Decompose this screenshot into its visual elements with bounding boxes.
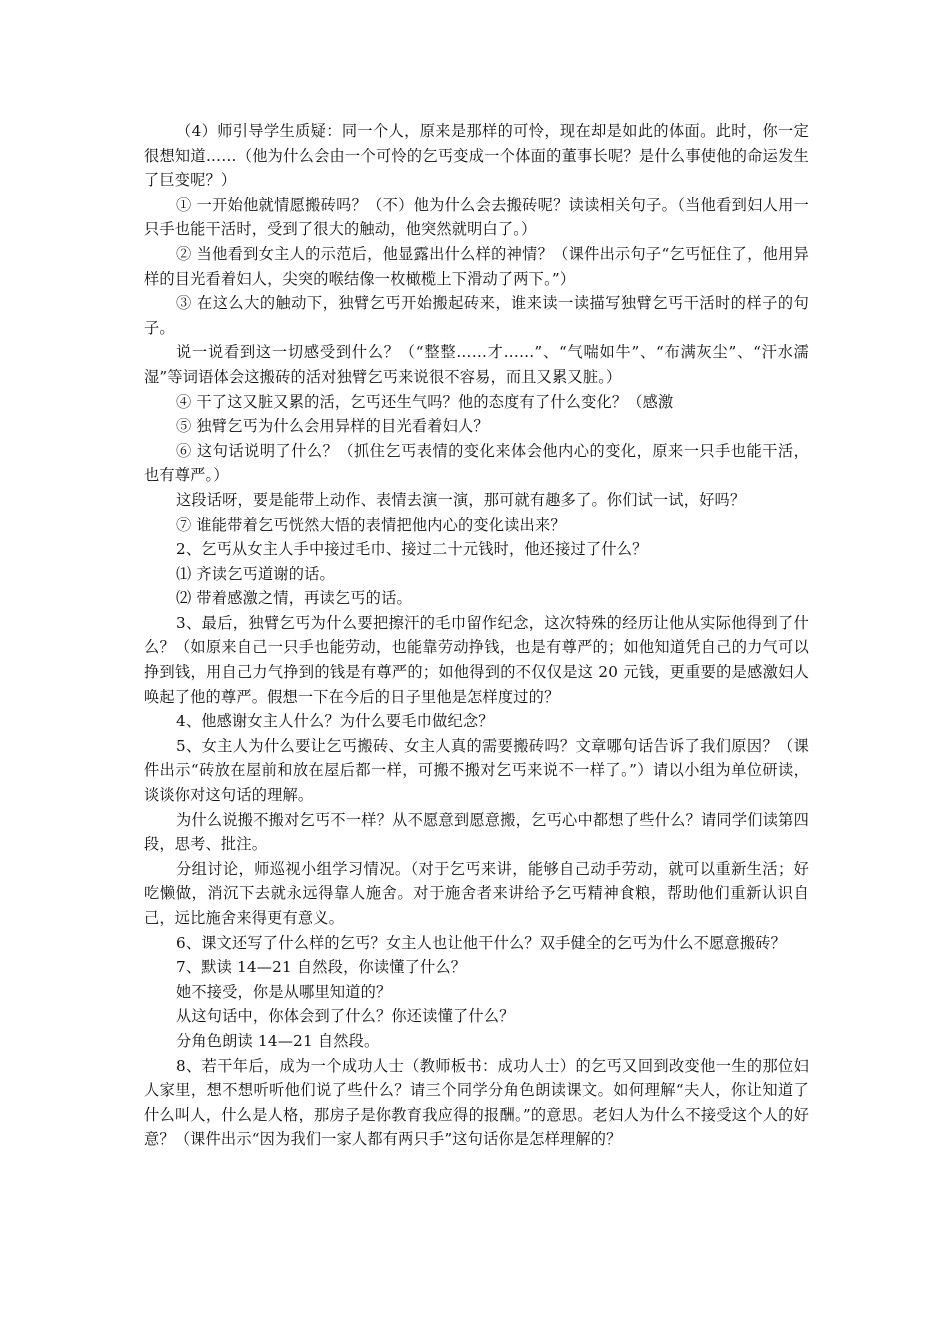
paragraph-item-5: ⑤ 独臂乞丐为什么会用异样的目光看着妇人？ [176,417,489,436]
paragraph-item-6: ⑥ 这句话说明了什么？（抓住乞丐表情的变化来体会他内心的变化，原来一只手也能干活，也有尊严。） [144,441,809,485]
paragraph-why: 为什么说搬不搬对乞丐不一样？从不愿意到愿意搬，乞丐心中都想了些什么？请同学们读第四段，思考、批注。 [144,810,809,854]
paragraph-item-4: ④ 干了这又脏又累的活，乞丐还生气吗？他的态度有了什么变化？（感激 [176,392,674,411]
paragraph-understand: 从这句话中，你体会到了什么？你还读懂了什么？ [176,1007,515,1026]
paragraph-section-7: 7、默读 14—21 自然段，你读懂了什么？ [176,958,467,977]
paragraph-section-8: 8、若干年后，成为一个成功人士（教师板书：成功人士）的乞丐又回到改变他一生的那位妇人家里，想不想听听他们说了些什么？请三个同学分角色朗读课文。如何理解“夫人，你让知道了什么叫人，什么是人格，那房子是你教育我应得的报酬。”的意思。老妇人为什么不接受这个人的好意？（课件出示“因为我们一家人都有两只手”这句话你是怎样理解的？ [144,1056,809,1149]
paragraph-acting: 这段话呀，要是能带上动作、表情去演一演，那可就有趣多了。你们试一试，好吗？ [176,490,746,509]
paragraph-sub-2: ⑵ 带着感激之情，再读乞丐的话。 [176,589,412,608]
paragraph-questioning: （4）师引导学生质疑：同一个人，原来是那样的可怜，现在却是如此的体面。此时，你一定很想知道……（他为什么会由一个可怜的乞丐变成一个体面的董事长呢？是什么事使他的命运发生了巨变呢？） [144,122,809,190]
paragraph-item-1: ① 一开始他就情愿搬砖吗？（不）他为什么会去搬砖呢？读读相关句子。（当他看到妇人用一只手也能干活时，受到了很大的触动，他突然就明白了。） [144,195,809,239]
paragraph-group-discussion: 分组讨论，师巡视小组学习情况。（对于乞丐来讲，能够自己动手劳动，就可以重新生活；好吃懒做，消沉下去就永远得靠人施舍。对于施舍者来讲给予乞丐精神食粮，帮助他们重新认识自己，远比施舍来得更有意义。 [144,859,809,927]
paragraph-discussion: 说一说看到这一切感受到什么？（“整整……才……”、“气喘如牛”、“布满灰尘”、“汗水濡湿”等词语体会这搬砖的活对独臂乞丐来说很不容易，而且又累又脏。） [144,343,809,386]
paragraph-section-6: 6、课文还写了什么样的乞丐？女主人也让他干什么？双手健全的乞丐为什么不愿意搬砖？ [176,933,786,952]
paragraph-sub-1: ⑴ 齐读乞丐道谢的话。 [176,564,335,583]
paragraph-item-7: ⑦ 谁能带着乞丐恍然大悟的表情把他内心的变化读出来？ [176,515,566,534]
paragraph-section-2: 2、乞丐从女主人手中接过毛巾、接过二十元钱时，他还接过了什么？ [176,540,648,559]
paragraph-role-reading: 分角色朗读 14—21 自然段。 [176,1031,380,1050]
paragraph-section-5: 5、女主人为什么要让乞丐搬砖、女主人真的需要搬砖吗？文章哪句话告诉了我们原因？（课件出示“砖放在屋前和放在屋后都一样，可搬不搬对乞丐来说不一样了。”）请以小组为单位研读，谈谈你对这句话的理解。 [144,736,809,805]
paragraph-section-4: 4、他感谢女主人什么？为什么要毛巾做纪念？ [176,712,494,731]
paragraph-section-3: 3、最后，独臂乞丐为什么要把擦汗的毛巾留作纪念，这次特殊的经历让他从实际他得到了什么？（如原来自己一只手也能劳动，也能靠劳动挣钱，也是有尊严的；如他知道凭自己的力气可以挣到钱，用自己力气挣到的钱是有尊严的；如他得到的不仅仅是这 20 元钱，更重要的是感激妇人唤起了他的尊严。假想一下在今后的日子里他是怎样度过的？ [144,613,809,706]
paragraph-item-2: ② 当他看到女主人的示范后，他显露出什么样的神情？（课件出示句子“乞丐怔住了，他用异样的目光看着妇人，尖突的喉结像一枚橄榄上下滑动了两下。”） [144,244,809,288]
document-body [144,119,809,1152]
paragraph-refuse: 她不接受，你是从哪里知道的？ [176,982,392,1001]
paragraph-item-3: ③ 在这么大的触动下，独臂乞丐开始搬起砖来，谁来读一读描写独臂乞丐干活时的样子的句子。 [144,294,809,337]
